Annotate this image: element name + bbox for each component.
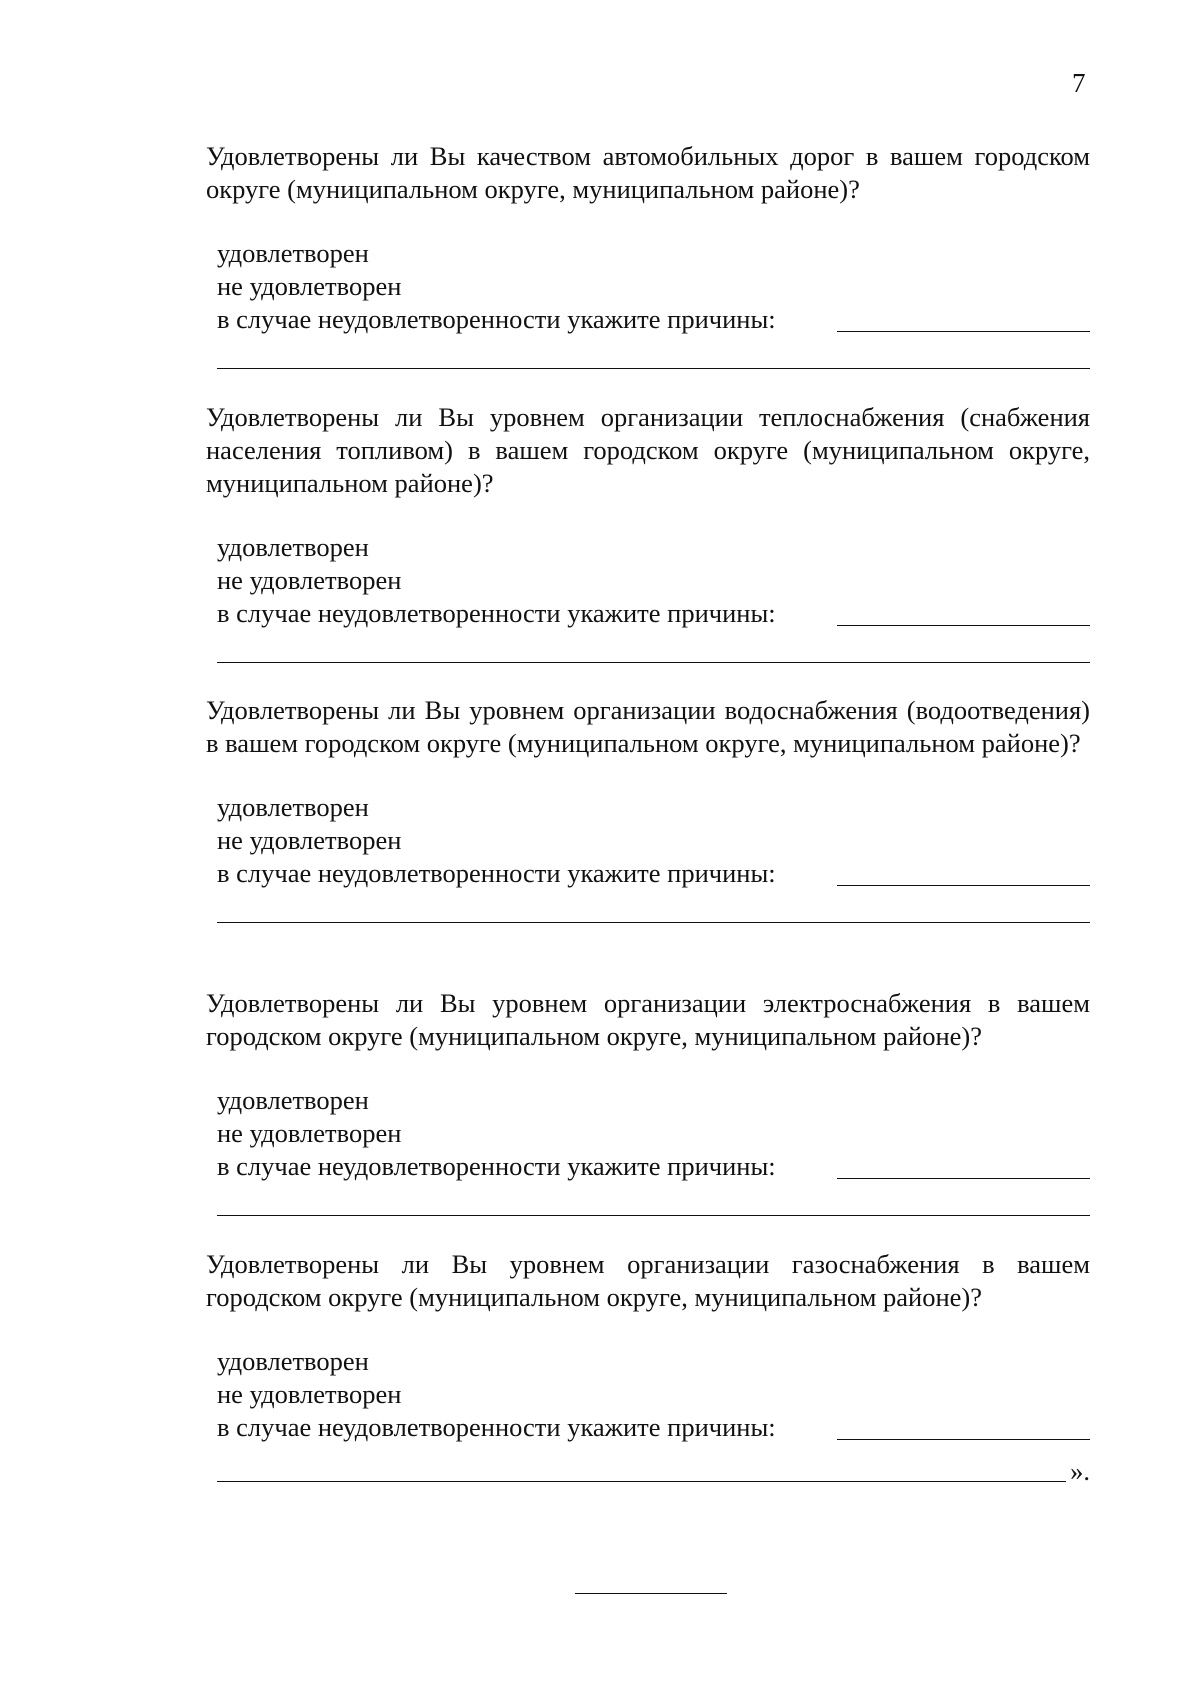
- reason-input-line-full[interactable]: [217, 662, 1090, 663]
- question-text: Удовлетворены ли Вы уровнем организации водоснабжения (водоотведения) в вашем городском округе (муниципальном округе, муниципальном районе)?: [206, 695, 1090, 758]
- reason-prompt: в случае неудовлетворенности укажите причины:: [217, 598, 776, 628]
- reason-row: [217, 1150, 1090, 1183]
- answer-option-satisfied[interactable]: удовлетворен: [217, 238, 369, 268]
- reason-input-line-full[interactable]: [217, 1215, 1090, 1216]
- answer-option-satisfied[interactable]: удовлетворен: [217, 1346, 369, 1376]
- reason-input-line-full[interactable]: [217, 922, 1090, 923]
- question-block-water: [206, 694, 1090, 923]
- reason-input-line-full[interactable]: [217, 368, 1090, 369]
- reason-prompt: в случае неудовлетворенности укажите причины:: [217, 1151, 776, 1181]
- page-number: 7: [1072, 68, 1086, 98]
- reason-input-line[interactable]: [837, 625, 1090, 626]
- reason-prompt: в случае неудовлетворенности укажите причины:: [217, 1412, 776, 1442]
- question-block-roads: [206, 140, 1090, 369]
- end-of-document-rule: [575, 1593, 727, 1594]
- reason-input-line[interactable]: [837, 331, 1090, 332]
- reason-prompt: в случае неудовлетворенности укажите причины:: [217, 858, 776, 888]
- answer-option-satisfied[interactable]: удовлетворен: [217, 532, 369, 562]
- reason-prompt: в случае неудовлетворенности укажите причины:: [217, 304, 776, 334]
- closing-quote-mark: ».: [1070, 1456, 1090, 1486]
- question-text: Удовлетворены ли Вы качеством автомобильных дорог в вашем городском округе (муниципальном округе, муниципальном районе)?: [206, 141, 1090, 204]
- answer-list: [217, 237, 1090, 336]
- reason-input-line[interactable]: [837, 1439, 1090, 1440]
- question-text: Удовлетворены ли Вы уровнем организации теплоснабжения (снабжения населения топливом) в вашем городском округе (муниципальном округе, муниципальном районе)?: [206, 402, 1090, 498]
- reason-input-line-full[interactable]: [217, 1481, 1066, 1482]
- answer-list: [217, 1084, 1090, 1183]
- answer-option-not-satisfied[interactable]: не удовлетворен: [217, 825, 402, 855]
- final-line-row: [217, 1454, 1090, 1486]
- reason-row: [217, 1411, 1090, 1444]
- answer-option-satisfied[interactable]: удовлетворен: [217, 792, 369, 822]
- question-text: Удовлетворены ли Вы уровнем организации газоснабжения в вашем городском округе (муниципальном округе, муниципальном районе)?: [206, 1249, 1090, 1312]
- answer-list: [217, 531, 1090, 630]
- reason-row: [217, 597, 1090, 630]
- reason-row: [217, 303, 1090, 336]
- answer-list: [217, 791, 1090, 890]
- reason-input-line[interactable]: [837, 885, 1090, 886]
- answer-option-not-satisfied[interactable]: не удовлетворен: [217, 565, 402, 595]
- question-block-electricity: [206, 987, 1090, 1216]
- question-block-heating: [206, 401, 1090, 663]
- reason-input-line[interactable]: [837, 1178, 1090, 1179]
- answer-option-satisfied[interactable]: удовлетворен: [217, 1085, 369, 1115]
- reason-row: [217, 857, 1090, 890]
- question-text: Удовлетворены ли Вы уровнем организации электроснабжения в вашем городском округе (муниципальном округе, муниципальном районе)?: [206, 988, 1090, 1051]
- answer-list: [217, 1345, 1090, 1444]
- answer-option-not-satisfied[interactable]: не удовлетворен: [217, 1379, 402, 1409]
- question-block-gas: [206, 1248, 1090, 1486]
- answer-option-not-satisfied[interactable]: не удовлетворен: [217, 271, 402, 301]
- answer-option-not-satisfied[interactable]: не удовлетворен: [217, 1118, 402, 1148]
